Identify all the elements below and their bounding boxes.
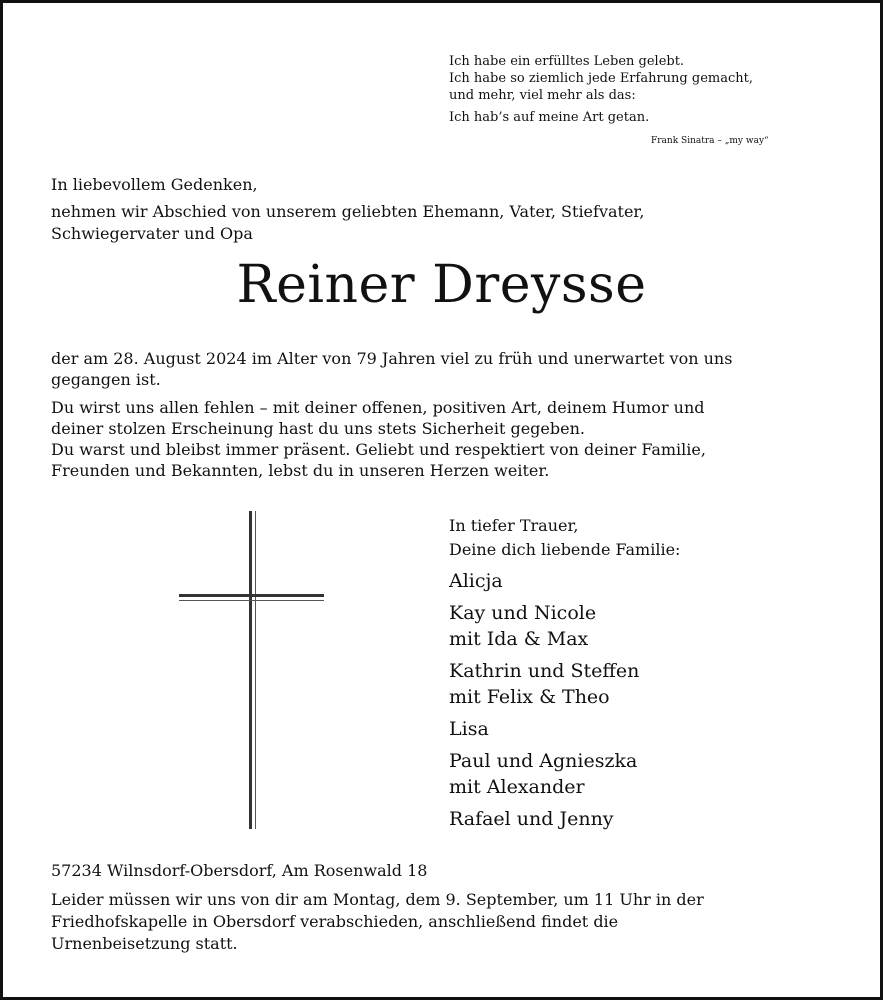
memorial-line: der am 28. August 2024 im Alter von 79 Jahren viel zu früh und unerwartet von uns	[51, 349, 733, 368]
memorial-line: gegangen ist.	[51, 370, 161, 389]
family-member: Alicja	[449, 570, 503, 592]
memorial-line: Freunden und Bekannten, lebst du in unseren Herzen weiter.	[51, 461, 550, 480]
family-member: Kathrin und Steffen	[449, 660, 640, 682]
memorial-line: Du warst und bleibst immer präsent. Geliebt und respektiert von deiner Familie,	[51, 440, 706, 459]
family-member: mit Felix & Theo	[449, 686, 610, 708]
mourners-header: Deine dich liebende Familie:	[449, 540, 681, 559]
deceased-name: Reiner Dreysse	[236, 255, 647, 315]
intro-line: nehmen wir Abschied von unserem geliebten Ehemann, Vater, Stiefvater,	[51, 202, 645, 221]
family-member: Lisa	[449, 718, 489, 740]
quote-line: und mehr, viel mehr als das:	[449, 88, 636, 103]
family-group	[449, 600, 849, 652]
family-group	[449, 716, 849, 742]
memorial-line: deiner stolzen Erscheinung hast du uns stets Sicherheit gegeben.	[51, 419, 585, 438]
family-member: Paul und Agnieszka	[449, 750, 638, 772]
mourners-header: In tiefer Trauer,	[449, 516, 579, 535]
family-group	[449, 806, 849, 832]
memorial-paragraph	[51, 397, 851, 481]
family-member: Kay und Nicole	[449, 602, 597, 624]
family-group	[449, 568, 849, 594]
family-member: Rafael und Jenny	[449, 808, 614, 830]
address: 57234 Wilnsdorf-Obersdorf, Am Rosenwald 18	[51, 861, 428, 880]
memorial-line: Du wirst uns allen fehlen – mit deiner offenen, positiven Art, deinem Humor und	[51, 398, 705, 417]
family-member: mit Alexander	[449, 776, 585, 798]
family-member: mit Ida & Max	[449, 628, 589, 650]
intro-text	[51, 174, 851, 245]
memorial-text	[51, 348, 851, 481]
quote-line: Ich habe ein erfülltes Leben gelebt.	[449, 54, 685, 69]
funeral-line: Friedhofskapelle in Obersdorf verabschieden, anschließend findet die	[51, 912, 619, 931]
quote-attribution: Frank Sinatra – „my way“	[651, 136, 769, 146]
quote-line: Ich hab’s auf meine Art getan.	[449, 110, 650, 125]
family-names	[449, 568, 849, 832]
epigraph-quote	[449, 53, 869, 146]
funeral-line: Urnenbeisetzung statt.	[51, 934, 238, 953]
mourners-list	[449, 514, 849, 838]
quote-line: Ich habe so ziemlich jede Erfahrung gemacht,	[449, 71, 753, 86]
cross-icon	[171, 511, 331, 836]
intro-line: In liebevollem Gedenken,	[51, 175, 258, 194]
memorial-paragraph	[51, 348, 851, 390]
funeral-details	[51, 860, 851, 955]
intro-line: Schwiegervater und Opa	[51, 224, 253, 243]
funeral-line: Leider müssen wir uns von dir am Montag, dem 9. September, um 11 Uhr in der	[51, 890, 704, 909]
family-group	[449, 658, 849, 710]
family-group	[449, 748, 849, 800]
